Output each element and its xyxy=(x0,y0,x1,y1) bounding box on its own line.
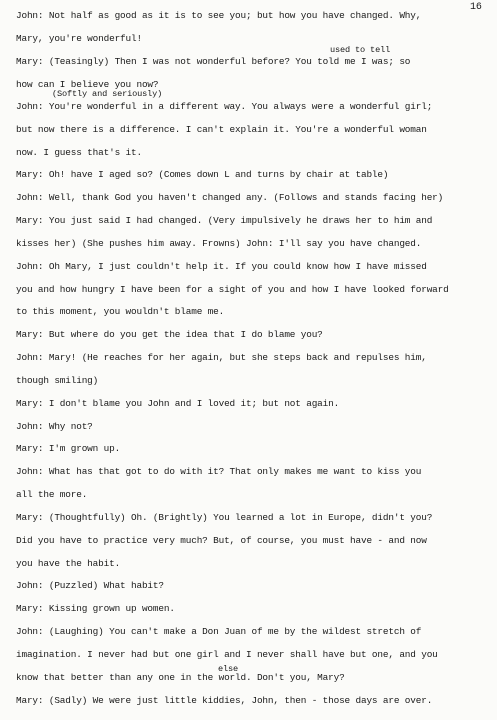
interlinear-softly-and-seriously: (Softly and seriously) xyxy=(52,89,163,99)
script-line: Mary: I don't blame you John and I loved it; but not again. xyxy=(16,398,340,409)
script-line: John: You're wonderful in a different way. You always were a wonderful girl; xyxy=(16,101,433,112)
script-line: you and how hungry I have been for a sight of you and how I have looked forward xyxy=(16,284,449,295)
script-line: John: Why not? xyxy=(16,421,93,432)
script-line: John: (Puzzled) What habit? xyxy=(16,580,164,591)
script-line: Mary: You just said I had changed. (Very impulsively he draws her to him and xyxy=(16,215,433,226)
script-line: to this moment, you wouldn't blame me. xyxy=(16,306,225,317)
script-line: know that better than any one in the world. Don't you, Mary? xyxy=(16,672,345,683)
script-line: Mary: (Thoughtfully) Oh. (Brightly) You learned a lot in Europe, didn't you? xyxy=(16,512,433,523)
script-line: John: Well, thank God you haven't changed any. (Follows and stands facing her) xyxy=(16,192,444,203)
script-line: John: What has that got to do with it? That only makes me want to kiss you xyxy=(16,466,422,477)
script-line: kisses her) (She pushes him away. Frowns) John: I'll say you have changed. xyxy=(16,238,422,249)
script-line: Mary: Oh! have I aged so? (Comes down L and turns by chair at table) xyxy=(16,169,389,180)
script-line: Mary, you're wonderful! xyxy=(16,33,142,44)
interlinear-used-to-tell: used to tell xyxy=(330,45,391,55)
page-number: 16 xyxy=(470,2,482,13)
script-line: you have the habit. xyxy=(16,558,121,569)
interlinear-else: else xyxy=(218,664,239,674)
script-line: imagination. I never had but one girl and I never shall have but one, and you xyxy=(16,649,438,660)
script-line: John: Not half as good as it is to see you; but how you have changed. Why, xyxy=(16,10,422,21)
script-line: John: Oh Mary, I just couldn't help it. If you could know how I have missed xyxy=(16,261,427,272)
script-line: John: (Laughing) You can't make a Don Juan of me by the wildest stretch of xyxy=(16,626,422,637)
script-line: John: Mary! (He reaches for her again, but she steps back and repulses him, xyxy=(16,352,427,363)
script-line: Mary: But where do you get the idea that I do blame you? xyxy=(16,329,323,340)
script-line: Mary: I'm grown up. xyxy=(16,443,121,454)
script-line: Mary: Kissing grown up women. xyxy=(16,603,175,614)
script-line: Mary: (Teasingly) Then I was not wonderful before? You told me I was; so xyxy=(16,56,411,67)
script-line: how can I believe you now? xyxy=(16,79,159,90)
script-line: Mary: (Sadly) We were just little kiddies, John, then - those days are over. xyxy=(16,695,433,706)
script-line: all the more. xyxy=(16,489,88,500)
script-line: now. I guess that's it. xyxy=(16,147,142,158)
script-line: though smiling) xyxy=(16,375,99,386)
script-line: Did you have to practice very much? But, of course, you must have - and now xyxy=(16,535,427,546)
script-line: but now there is a difference. I can't explain it. You're a wonderful woman xyxy=(16,124,427,135)
